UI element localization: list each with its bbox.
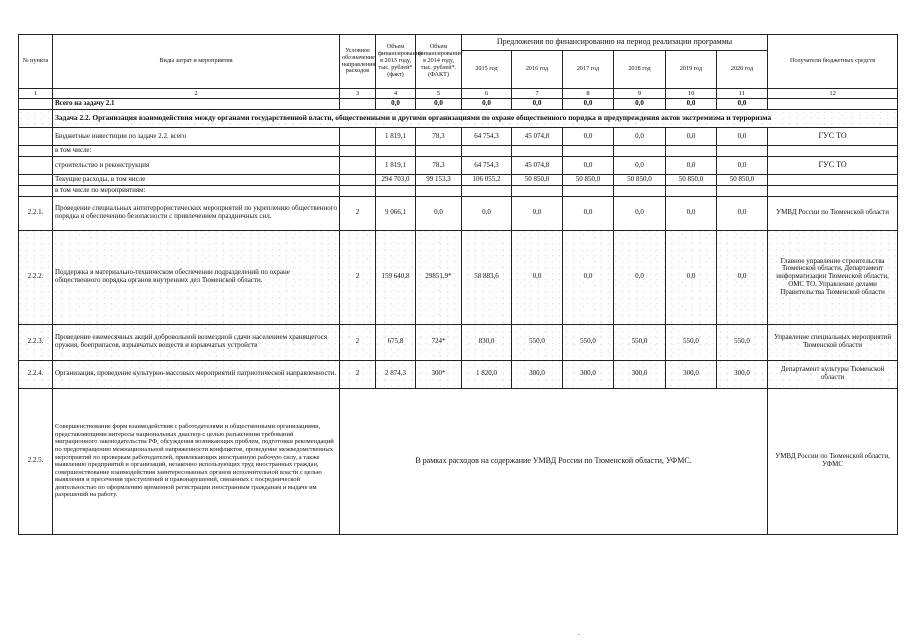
- cell-value: 50 850,0: [614, 174, 666, 185]
- by-measures-row: [19, 185, 898, 196]
- cell-value: 0,0: [614, 196, 666, 230]
- cell-value: 9 066,1: [376, 196, 416, 230]
- header-row: [19, 35, 898, 51]
- column-numbers-row: [19, 89, 898, 99]
- cell-value: 0,0: [563, 156, 614, 174]
- row-code: 2: [340, 196, 376, 230]
- cell-value: 550,0: [512, 324, 563, 360]
- cell-value: 159 640,8: [376, 230, 416, 324]
- cell-value: 300,0: [512, 360, 563, 388]
- header-year: 2020 год: [717, 51, 768, 89]
- colnum: 8: [563, 89, 614, 99]
- task-title-row: [19, 110, 898, 128]
- row-code: 2: [340, 230, 376, 324]
- cell-value: 550,0: [666, 324, 717, 360]
- cell-value: 0,0: [717, 99, 768, 110]
- header-num: № пункта: [19, 35, 53, 89]
- row-num: 2.2.3.: [19, 324, 53, 360]
- cell-value: 50 850,0: [666, 174, 717, 185]
- total-label: Всего на задачу 2.1: [53, 99, 340, 110]
- cell-value: 300,0: [717, 360, 768, 388]
- cell-value: 1 819,1: [376, 128, 416, 146]
- recipient: ГУС ТО: [768, 156, 898, 174]
- cell-value: 550,0: [614, 324, 666, 360]
- cell-value: 0,0: [614, 128, 666, 146]
- cell-value: 0,0: [717, 156, 768, 174]
- cell-value: 300,0: [563, 360, 614, 388]
- table-row: [19, 360, 898, 388]
- colnum: 2: [53, 89, 340, 99]
- cell-value: 0,0: [512, 230, 563, 324]
- cell-value: 550,0: [563, 324, 614, 360]
- colnum: 5: [416, 89, 462, 99]
- row-label: Проведение специальных антитеррористических мероприятий по укреплению общественного порядка и обеспечению безопасности с привлечением праздничных сил.: [53, 196, 340, 230]
- header-year: 2016 год: [512, 51, 563, 89]
- row-num: 2.2.1.: [19, 196, 53, 230]
- cell-value: 724*: [416, 324, 462, 360]
- colnum: 6: [462, 89, 512, 99]
- cell-value: 1 820,0: [462, 360, 512, 388]
- cell-value: 0,0: [563, 196, 614, 230]
- cell-value: 0,0: [614, 230, 666, 324]
- colnum: 1: [19, 89, 53, 99]
- cell-value: 78,3: [416, 128, 462, 146]
- recipient: УМВД России по Тюменской области, УФМС: [768, 388, 898, 534]
- row-label: Организация, проведение культурно-массовых мероприятий патриотической направленности.: [53, 360, 340, 388]
- cell-value: 0,0: [416, 196, 462, 230]
- cell-value: 99 153,3: [416, 174, 462, 185]
- header-year: 2018 год: [614, 51, 666, 89]
- cell-value: 300,0: [614, 360, 666, 388]
- cell-value: 550,0: [717, 324, 768, 360]
- header-year: 2017 год: [563, 51, 614, 89]
- cell-value: 0,0: [666, 230, 717, 324]
- cell-value: 0,0: [512, 196, 563, 230]
- cell-value: 0,0: [563, 230, 614, 324]
- colnum: 3: [340, 89, 376, 99]
- cell-value: 0,0: [512, 99, 563, 110]
- cell-value: 0,0: [614, 99, 666, 110]
- document-sheet: [18, 34, 897, 535]
- cell-value: 0,0: [563, 99, 614, 110]
- cell-value: 0,0: [717, 196, 768, 230]
- cell-value: 830,0: [462, 324, 512, 360]
- in-that-number-row: [19, 146, 898, 157]
- cell-value: 0,0: [666, 156, 717, 174]
- construction-row: [19, 156, 898, 174]
- row-code: 2: [340, 324, 376, 360]
- cell-value: 0,0: [462, 99, 512, 110]
- cell-value: 675,8: [376, 324, 416, 360]
- cell-value: 45 074,8: [512, 128, 563, 146]
- row-num: 2.2.2.: [19, 230, 53, 324]
- footer-mark: -: [578, 632, 580, 638]
- cell-value: 0,0: [614, 156, 666, 174]
- cell-value: 0,0: [666, 196, 717, 230]
- colnum: 12: [768, 89, 898, 99]
- cell-value: 294 703,0: [376, 174, 416, 185]
- budget-invest-label: Бюджетные инвестиции по задаче 2.2. всего: [53, 128, 340, 146]
- cell-value: 29851,9*: [416, 230, 462, 324]
- recipient: Департамент культуры Тюменской области: [768, 360, 898, 388]
- cell-value: 0,0: [563, 128, 614, 146]
- row-code: 2: [340, 360, 376, 388]
- recipient: Управление специальных мероприятий Тюменской области: [768, 324, 898, 360]
- colnum: 11: [717, 89, 768, 99]
- cell-value: 0,0: [376, 99, 416, 110]
- colnum: 10: [666, 89, 717, 99]
- cell-value: 50 850,0: [512, 174, 563, 185]
- row-num: 2.2.5.: [19, 388, 53, 534]
- header-code: Условное обозначение направления расходов: [340, 35, 376, 89]
- budget-invest-row: [19, 128, 898, 146]
- cell-value: 0,0: [416, 99, 462, 110]
- cell-value: 45 074,8: [512, 156, 563, 174]
- table-row: [19, 230, 898, 324]
- construction-label: строительство и реконструкция: [53, 156, 340, 174]
- header-year: 2019 год: [666, 51, 717, 89]
- total-row: [19, 99, 898, 110]
- cell-value: 0,0: [666, 99, 717, 110]
- row-label: Поддержка в материально-техническом обеспечении подразделений по охране общественного порядка органов внутренних дел Тюменской области.: [53, 230, 340, 324]
- task-title: Задача 2.2. Организация взаимодействия между органами государственной власти, общественными и другими организациями по охране общественного порядка и предупреждения актов экстремизма и терроризма: [53, 110, 898, 128]
- in-that-number-label: в том числе:: [53, 146, 340, 157]
- by-measures-label: в том числе по мероприятиям:: [53, 185, 340, 196]
- header-fin2014: Объем финансирования в 2014 году, тыс. рублей*. (ФАКТ): [416, 35, 462, 89]
- cell-value: 300,0: [666, 360, 717, 388]
- cell-value: 78,3: [416, 156, 462, 174]
- merged-note: В рамках расходов на содержание УМВД России по Тюменской области, УФМС.: [340, 388, 768, 534]
- row-num: 2.2.4.: [19, 360, 53, 388]
- colnum: 7: [512, 89, 563, 99]
- financing-table: [18, 34, 898, 535]
- colnum: 4: [376, 89, 416, 99]
- recipient: УМВД России по Тюменской области: [768, 196, 898, 230]
- cell-value: 106 055,2: [462, 174, 512, 185]
- cell-value: 0,0: [666, 128, 717, 146]
- header-fin2013: Объем финансирования в 2013 году, тыс. рублей* (факт): [376, 35, 416, 89]
- cell-value: 1 819,1: [376, 156, 416, 174]
- cell-value: 58 883,6: [462, 230, 512, 324]
- table-row: [19, 196, 898, 230]
- cell-value: 0,0: [462, 196, 512, 230]
- cell-value: 50 850,0: [717, 174, 768, 185]
- current-costs-label: Текущие расходы, в том числе: [53, 174, 340, 185]
- table-row: [19, 324, 898, 360]
- colnum: 9: [614, 89, 666, 99]
- cell-value: 2 874,3: [376, 360, 416, 388]
- current-costs-row: [19, 174, 898, 185]
- table-row: [19, 388, 898, 534]
- cell-value: 50 850,0: [563, 174, 614, 185]
- cell-value: 64 754,3: [462, 156, 512, 174]
- header-kind: Виды затрат и мероприятия: [53, 35, 340, 89]
- row-label: Проведение ежемесячных акций добровольной возмездной сдачи населением хранящегося оружия, боеприпасов, взрывчатых веществ и взрывчатых устройств: [53, 324, 340, 360]
- cell-value: 300*: [416, 360, 462, 388]
- row-label: Совершенствование форм взаимодействия с работодателями и общественными организациями, представляющими интересы национальных диаспор с целью разъяснения требований миграционного законодательства РФ, обсуждения возникающих проблем, подготовки рекомендаций по предотвращению межнациональной напряженности конфликтов, проведение межведомственных мероприятий по проверкам работодателей, привлекающих иностранную рабочую силу, а также выявлению предприятий и организаций, незаконно использующих труд иностранных граждан, совершенствование взаимодействия заинтересованных органов исполнительной власти с целью выявления и пресечения преступлений и правонарушений, связанных с посреднической деятельностью по оформлению временной регистрации иностранным гражданам и выдаче им разрешений на работу.: [53, 388, 340, 534]
- recipient: Главное управление строительства Тюменской области, Департамент информатизации Тюменской области, ОМС ТО, Управление делами Правительства Тюменской области: [768, 230, 898, 324]
- header-recipient: Получатели бюджетных средств: [768, 35, 898, 89]
- cell-value: 0,0: [717, 128, 768, 146]
- cell-value: 64 754,3: [462, 128, 512, 146]
- recipient: ГУС ТО: [768, 128, 898, 146]
- cell-value: 0,0: [717, 230, 768, 324]
- header-year: 2015 год: [462, 51, 512, 89]
- header-proposals: Предложения по финансированию на период реализации программы: [462, 35, 768, 51]
